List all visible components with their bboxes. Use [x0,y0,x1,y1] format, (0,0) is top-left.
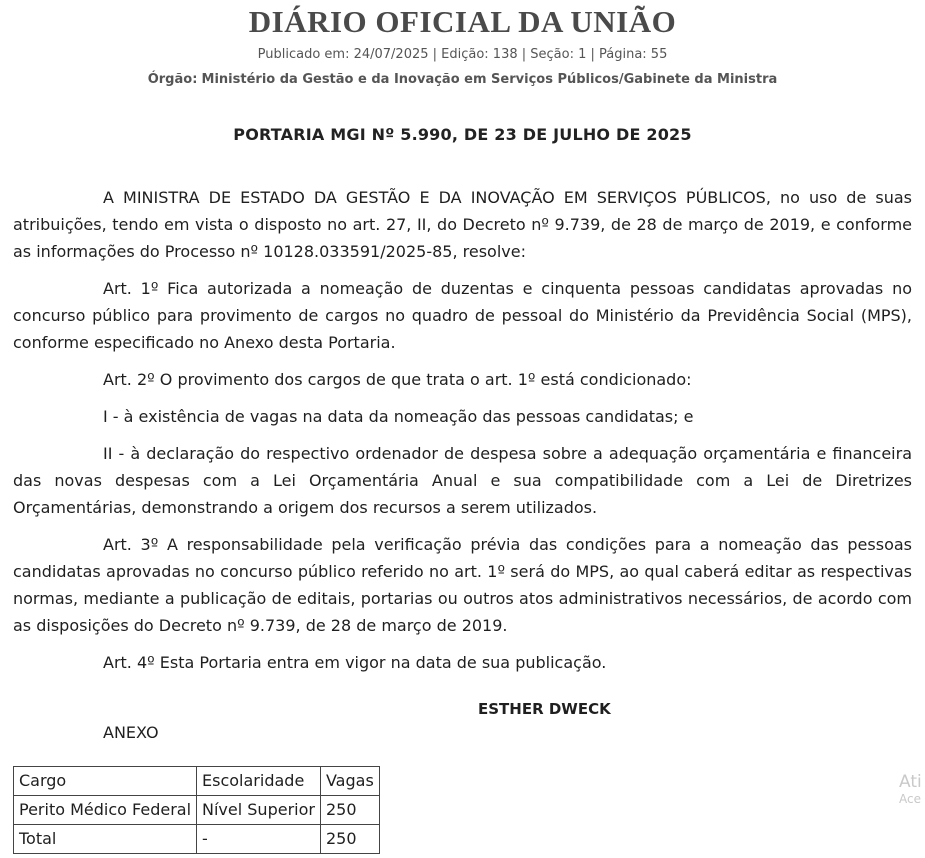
anexo-table [13,766,380,854]
article-3: Art. 3º A responsabilidade pela verificação prévia das condições para a nomeação das pessoas candidatas aprovadas no concurso público referido no art. 1º será do MPS, ao qual caberá editar as respectivas normas, mediante a publicação de editais, portarias ou outros atos administrativos necessários, de acordo com as disposições do Decreto nº 9.739, de 28 de março de 2019. [13,535,912,635]
article-1: Art. 1º Fica autorizada a nomeação de duzentas e cinquenta pessoas candidatas aprovadas no concurso público para provimento de cargos no quadro de pessoal do Ministério da Previdência Social (MPS), conforme especificado no Anexo desta Portaria. [13,279,912,352]
document-header [0,4,925,144]
article-4: Art. 4º Esta Portaria entra em vigor na data de sua publicação. [103,653,607,672]
signer-name: ESTHER DWECK [478,700,611,718]
table-cell: Perito Médico Federal [14,796,197,825]
table-cell: Total [14,825,197,854]
table-header-cell: Cargo [14,767,197,796]
watermark-line-2: Ace [899,792,921,806]
orgao-line [0,72,925,88]
article-2-item-1: I - à existência de vagas na data da nomeação das pessoas candidatas; e [103,407,694,426]
table-header-cell: Vagas [320,767,379,796]
table-cell: 250 [320,796,379,825]
portaria-title: PORTARIA MGI Nº 5.990, DE 23 DE JULHO DE 2025 [233,125,692,144]
publication-meta: Publicado em: 24/07/2025 | Edição: 138 | Seção: 1 | Página: 55 [257,47,668,62]
table-header-row [14,767,380,796]
watermark-line-1: Ati [899,772,922,792]
article-2: Art. 2º O provimento dos cargos de que trata o art. 1º está condicionado: [103,370,692,389]
table-row [14,796,380,825]
anexo-label: ANEXO [103,723,159,742]
table-cell: 250 [320,825,379,854]
orgao-label: Órgão: [147,72,198,87]
document-body [13,184,912,686]
activation-watermark [899,772,922,806]
table-cell: - [197,825,321,854]
table-row [14,825,380,854]
preamble-paragraph: A MINISTRA DE ESTADO DA GESTÃO E DA INOVAÇÃO EM SERVIÇOS PÚBLICOS, no uso de suas atribuições, tendo em vista o disposto no art. 27, II, do Decreto nº 9.739, de 28 de março de 2019, e conforme as informações do Processo nº 10128.033591/2025-85, resolve: [13,188,912,261]
article-2-item-2: II - à declaração do respectivo ordenador de despesa sobre a adequação orçamentária e financeira das novas despesas com a Lei Orçamentária Anual e sua compatibilidade com a Lei de Diretrizes Orçamentárias, demonstrando a origem dos recursos a serem utilizados. [13,444,912,517]
orgao-value: Ministério da Gestão e da Inovação em Serviços Públicos/Gabinete da Ministra [201,72,778,87]
masthead-title: DIÁRIO OFICIAL DA UNIÃO [248,4,677,39]
table-cell: Nível Superior [197,796,321,825]
table-header-cell: Escolaridade [197,767,321,796]
